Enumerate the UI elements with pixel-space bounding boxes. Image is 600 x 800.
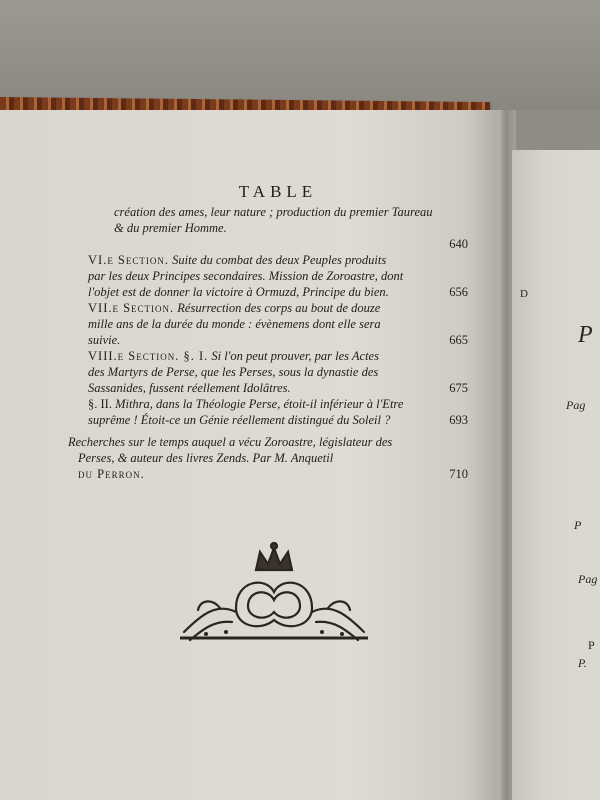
toc-entry-recherches bbox=[68, 434, 468, 482]
entry-line: des Martyrs de Perse, que les Perses, sous la dynastie des bbox=[88, 365, 379, 379]
page-number: 656 bbox=[449, 285, 468, 299]
page-number: 693 bbox=[449, 413, 468, 427]
right-page bbox=[512, 150, 600, 800]
right-page-text: D bbox=[520, 288, 528, 300]
page-title: TABLE bbox=[238, 182, 318, 201]
page-number: 675 bbox=[449, 381, 468, 395]
page-number: 710 bbox=[449, 467, 468, 481]
right-page-text: P bbox=[574, 518, 582, 532]
page-number: 665 bbox=[449, 333, 468, 347]
crown-vignette-ornament bbox=[176, 540, 372, 650]
entry-line: Mithra, dans la Théologie Perse, étoit-il inférieur à l'Etre bbox=[115, 397, 404, 411]
section-heading: VI.e Section. bbox=[88, 253, 170, 267]
section-heading: §. II. bbox=[88, 397, 112, 411]
section-heading: VIII.e Section. §. I. bbox=[88, 349, 209, 363]
toc-entry-section-7 bbox=[88, 300, 468, 348]
toc-entry-section-8 bbox=[88, 348, 468, 396]
toc-entry-continued bbox=[88, 204, 468, 252]
section-heading: VII.e Section. bbox=[88, 301, 175, 315]
entry-line: création des ames, leur nature ; production du premier Taureau bbox=[114, 205, 433, 219]
right-page-text: Pag bbox=[578, 572, 598, 586]
entry-line: Recherches sur le temps auquel a vécu Zoroastre, législateur des bbox=[68, 435, 393, 449]
entry-line: & du premier Homme. bbox=[114, 221, 227, 235]
table-of-contents bbox=[68, 182, 468, 482]
entry-line: suivie. bbox=[88, 333, 121, 347]
entry-line: par les deux Principes secondaires. Mission de Zoroastre, dont bbox=[88, 269, 404, 283]
right-page-text: P bbox=[588, 638, 595, 652]
entry-line: Si l'on peut prouver, par les Actes bbox=[211, 349, 379, 363]
toc-entry-section-6 bbox=[88, 252, 468, 300]
entry-line: suprême ! Étoit-ce un Génie réellement distingué du Soleil ? bbox=[88, 413, 391, 427]
entry-line: Sassanides, fussent réellement Idolâtres. bbox=[88, 381, 291, 395]
background-surface bbox=[0, 0, 600, 110]
page-number: 640 bbox=[449, 237, 468, 251]
right-page-text: P bbox=[578, 322, 593, 348]
toc-entry-section-8-part-2 bbox=[88, 396, 468, 428]
entry-line: l'objet est de donner la victoire à Ormuzd, Principe du bien. bbox=[88, 285, 389, 299]
right-page-text: P. bbox=[578, 656, 587, 670]
entry-line: Perses, & auteur des livres Zends. Par M. Anquetil bbox=[78, 451, 334, 465]
right-page-text: Pag bbox=[566, 398, 586, 412]
entry-line: Résurrection des corps au bout de douze bbox=[177, 301, 381, 315]
entry-line: du Perron. bbox=[78, 467, 145, 481]
entry-line: mille ans de la durée du monde : évènemens dont elle sera bbox=[88, 317, 381, 331]
entry-line: Suite du combat des deux Peuples produits bbox=[172, 253, 387, 267]
